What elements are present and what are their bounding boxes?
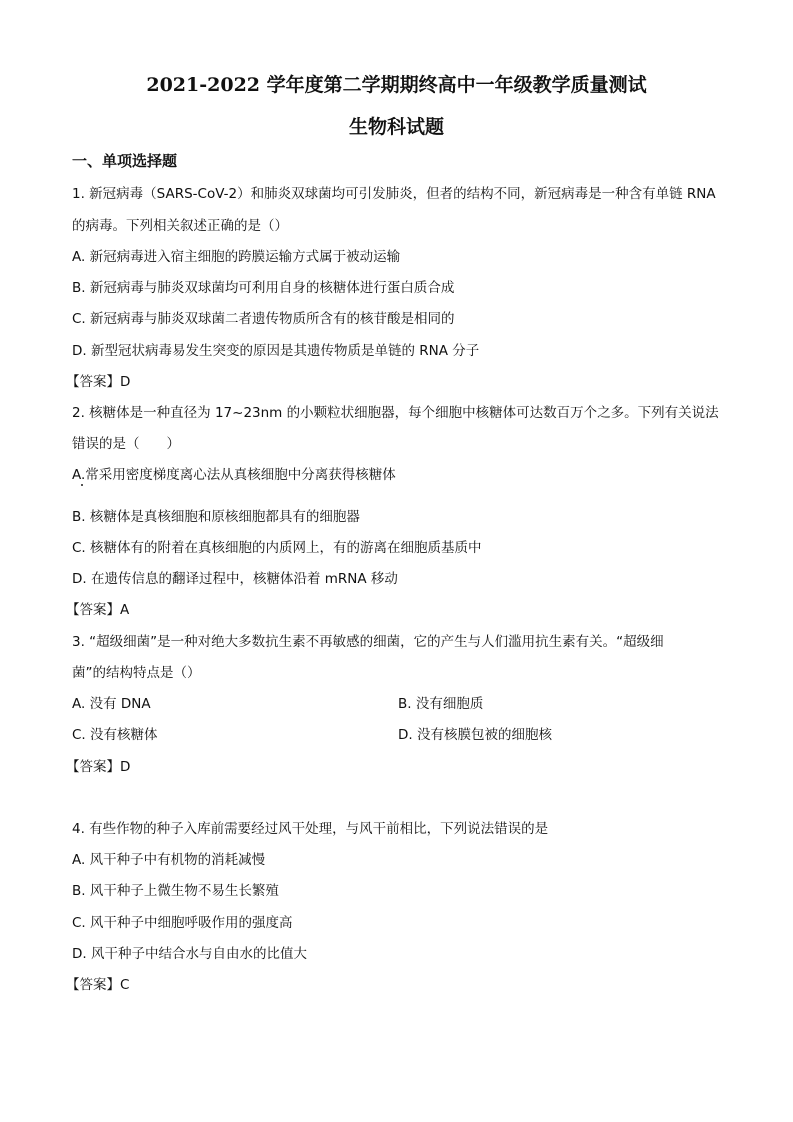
q1-option-c: C. 新冠病毒与肺炎双球菌二者遗传物质所含有的核苷酸是相同的 xyxy=(72,311,455,327)
q3-stem-line1: 3. “超级细菌”是一种对绝大多数抗生素不再敏感的细菌，它的产生与人们滥用抗生素有关。“超级细 xyxy=(72,634,664,650)
q1-option-b: B. 新冠病毒与肺炎双球菌均可利用自身的核糖体进行蛋白质合成 xyxy=(72,280,455,296)
q3-option-a: A. 没有 DNA xyxy=(72,696,151,712)
q2-stem-line1: 2. 核糖体是一种直径为 17~23nm 的小颗粒状细胞器，每个细胞中核糖体可达数百万个之多。下列有关说法 xyxy=(72,405,719,421)
scan-speck xyxy=(81,484,83,486)
exam-subtitle: 生物科试题 xyxy=(348,116,444,138)
q4-answer: 【答案】C xyxy=(66,977,130,993)
q1-option-a: A. 新冠病毒进入宿主细胞的跨膜运输方式属于被动运输 xyxy=(72,249,401,265)
section-heading: 一、单项选择题 xyxy=(72,152,178,170)
q4-option-b: B. 风干种子上微生物不易生长繁殖 xyxy=(72,883,279,899)
q2-option-a: A.常采用密度梯度离心法从真核细胞中分离获得核糖体 xyxy=(72,467,396,483)
q4-option-c: C. 风干种子中细胞呼吸作用的强度高 xyxy=(72,915,293,931)
q3-stem-line2: 菌”的结构特点是（） xyxy=(72,665,201,681)
q1-stem-line1: 1. 新冠病毒（SARS-CoV-2）和肺炎双球菌均可引发肺炎，但者的结构不同，新冠病毒是一种含有单链 RNA xyxy=(72,186,716,202)
q2-option-d: D. 在遗传信息的翻译过程中，核糖体沿着 mRNA 移动 xyxy=(72,571,398,587)
exam-title: 2021-2022 学年度第二学期期终高中一年级教学质量测试 xyxy=(146,74,647,96)
q3-option-d: D. 没有核膜包被的细胞核 xyxy=(398,727,552,743)
q1-stem-line2: 的病毒。下列相关叙述正确的是（） xyxy=(72,218,288,234)
q4-option-a: A. 风干种子中有机物的消耗减慢 xyxy=(72,852,266,868)
q1-answer: 【答案】D xyxy=(66,374,131,390)
q2-stem-line2: 错误的是（ ） xyxy=(72,436,180,452)
q2-option-c: C. 核糖体有的附着在真核细胞的内质网上，有的游离在细胞质基质中 xyxy=(72,540,482,556)
q4-option-d: D. 风干种子中结合水与自由水的比值大 xyxy=(72,946,307,962)
q1-option-d: D. 新型冠状病毒易发生突变的原因是其遗传物质是单链的 RNA 分子 xyxy=(72,343,480,359)
q2-answer: 【答案】A xyxy=(66,602,130,618)
q3-option-c: C. 没有核糖体 xyxy=(72,727,158,743)
q3-answer: 【答案】D xyxy=(66,759,131,775)
q3-option-b: B. 没有细胞质 xyxy=(398,696,484,712)
q2-option-b: B. 核糖体是真核细胞和原核细胞都具有的细胞器 xyxy=(72,509,360,525)
q4-stem-line1: 4. 有些作物的种子入库前需要经过风干处理，与风干前相比，下列说法错误的是 xyxy=(72,821,549,837)
